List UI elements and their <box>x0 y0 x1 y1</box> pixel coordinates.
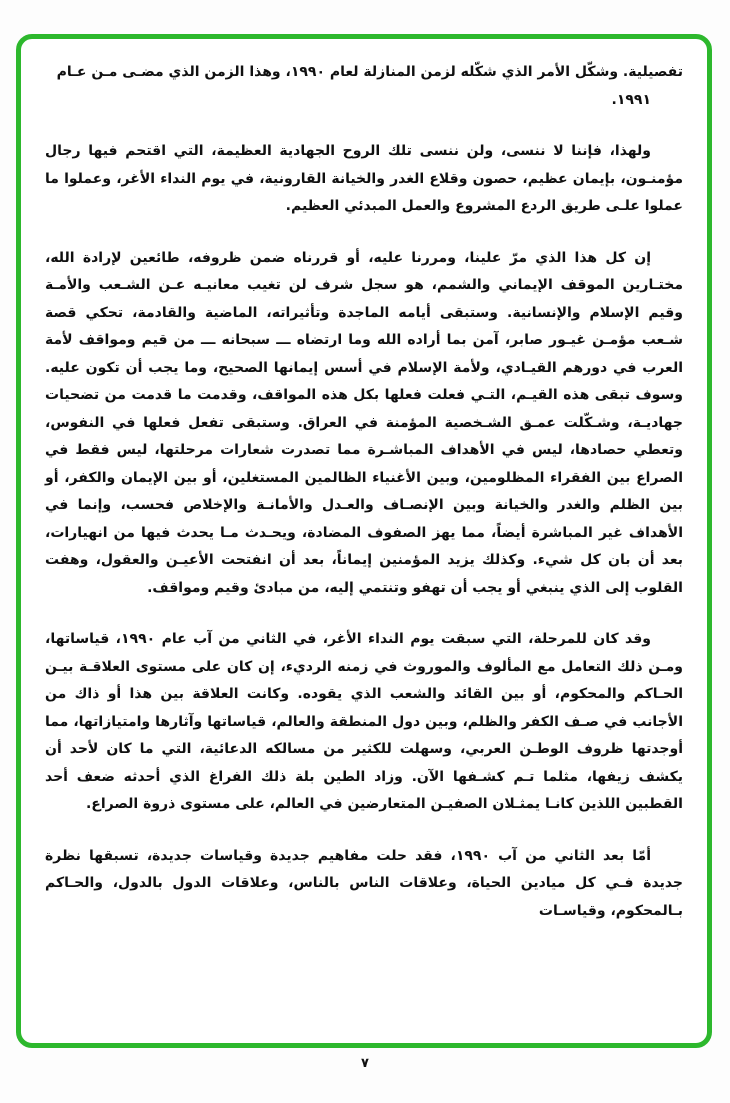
paragraph: تفصيلية. وشكّل الأمر الذي شكّله لزمن المنازلة لعام ١٩٩٠، وهذا الزمن الذي مضـى مـن عـام <box>56 64 683 80</box>
paragraph: ولهذا، فإننا لا ننسى، ولن ننسى تلك الروح الجهادية العظيمة، التي اقتحم فيها رجال مؤمنـون، بإيمان عظيم، حصون وقلاع الغدر والخيانة القارونية، في يوم النداء الأغر، وعملوا ما عملوا علـى طريق الردع المشروع والعمل المبدئي العظيم. <box>45 143 683 214</box>
page-border <box>16 34 712 1048</box>
page-number: ٧ <box>361 1056 369 1071</box>
paragraph: إن كل هذا الذي مرّ علينا، ومررنا عليه، أو قررناه ضمن ظروفه، طائعين لإرادة الله، مختـارين الموقف الإيماني والشمم، هو سجل شرف لن تغيب معانيـه عـن الشـعب والأمـة وقيم الإسلام والإنسانية. وستبقى أيامه الماجدة وتأثيراته، الماضية والقادمة، تحكي قصة شـعب مؤمـن غيـور صابر، آمن بما أراده الله وما ارتضاه ـــ سبحانه ـــ من قيم ومواقف لأمة العرب في دورهم القيـادي، ولأمة الإسلام في أسس إيمانها الصحيح، وما يجب أن تكون عليه. وسوف تبقى هذه القيـم، التـي فعلت فعلها بكل هذه المواقف، وقدمت ما قدمت من تضحيات جهاديـة، وشـكّلت عمـق الشـخصية المؤمنة في العراق. وستبقى تفعل فعلها في النفوس، وتعطي حصادها، ليس في الأهداف المباشـرة مما تصدرت شعارات مرحلتها، ليس فقط في الصراع بين الفقراء المظلومين، وبين الأغنياء الظالمين المستغلين، أو بين الإيمان والكفر، أو بين الظلم والغدر والخيانة وبين الإنصـاف والعـدل والأمانـة والإخلاص فحسب، وإنما في الأهداف غير المباشرة أيضاً، مما يهز الصفوف المضادة، ويحـدث مـا يحدث فيها من انهيارات، بعد أن بان كل شيء. وكذلك يزيد المؤمنين إيماناً، بعد أن انفتحت الأعيـن والعقول، وهفت القلوب إلى الذي ينبغي أو يجب أن تهفو وتنتمي إليه، من مبادئ وقيم ومواقف. <box>45 249 683 596</box>
page-content <box>21 39 707 925</box>
paragraph: أمّا بعد الثاني من آب ١٩٩٠، فقد حلت مفاهيم جديدة وقياسات جديدة، تسبقها نظرة جديدة فـي كل ميادين الحياة، وعلاقات الناس بالناس، وعلاقات الدول بالدول، والحـاكم بـالمحكوم، وقياسـات <box>45 847 683 919</box>
paragraph: ١٩٩١. <box>611 91 651 108</box>
paragraph: وقد كان للمرحلة، التي سبقت يوم النداء الأغر، في الثاني من آب عام ١٩٩٠، قياساتها، ومـن ذلك التعامل مع المألوف والموروث في زمنه الرديء، إن كان على مستوى العلاقـة بيـن الحـاكم والمحكوم، أو بين القائد والشعب الذي يقوده. وكانت العلاقة بين هذا أو ذاك من الأجانب في صـف الكفر والظلم، وبين دول المنطقة والعالم، قياساتها وآثارها وامتيازاتها، مما أوجدتها ظروف الوطـن العربي، وسهلت للكثير من مسالكه الدعائية، التي ما كان لأحد أن يكشف زيفها، مثلما تـم كشـفها الآن. وزاد الطين بلة ذلك الفراغ الذي أحدثه ضعف أحد القطبين اللذين كانـا يمثـلان الصفيـن المتعارضين في العالم، على مستوى ذروة الصراع. <box>45 631 683 812</box>
